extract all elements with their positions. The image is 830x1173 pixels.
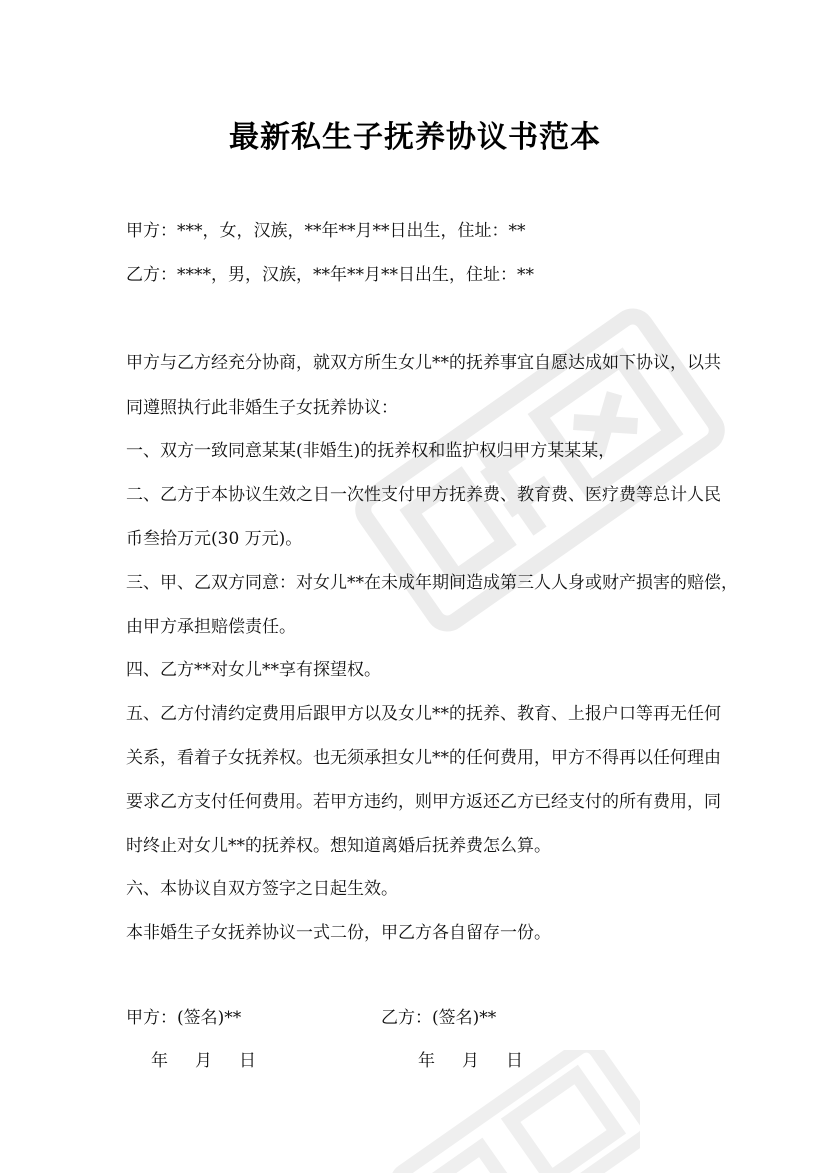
clause-6: 六、本协议自双方签字之日起生效。 <box>126 879 398 899</box>
closing-statement: 本非婚生子女抚养协议一式二份，甲乙方各自留存一份。 <box>126 923 551 943</box>
clause-5-line: 要求乙方支付任何费用。若甲方违约，则甲方返还乙方已经支付的所有费用，同 <box>126 792 721 812</box>
signature-party-a: 甲方：(签名)** <box>126 1008 242 1028</box>
date-day-label: 日 <box>506 1051 523 1071</box>
date-month-label: 月 <box>462 1051 479 1071</box>
document-title: 最新私生子抚养协议书范本 <box>229 120 601 155</box>
clause-4: 四、乙方**对女儿**享有探望权。 <box>126 660 381 680</box>
intro-line: 同遵照执行此非婚生子女抚养协议： <box>126 398 398 418</box>
date-month-label: 月 <box>195 1051 212 1071</box>
intro-line: 甲方与乙方经充分协商，就双方所生女儿**的抚养事宜自愿达成如下协议，以共 <box>126 353 721 373</box>
clause-5-line: 五、乙方付清约定费用后跟甲方以及女儿**的抚养、教育、上报户口等再无任何 <box>126 704 721 724</box>
date-party-a <box>151 1050 283 1072</box>
date-year-label: 年 <box>151 1051 168 1071</box>
signature-party-b: 乙方：(签名)** <box>381 1008 497 1028</box>
clause-2-line: 币叁拾万元(30 万元)。 <box>126 529 303 549</box>
date-year-label: 年 <box>418 1051 435 1071</box>
clause-5-line: 时终止对女儿**的抚养权。想知道离婚后抚养费怎么算。 <box>126 836 551 856</box>
clause-1: 一、双方一致同意某某(非婚生)的抚养权和监护权归甲方某某某， <box>126 441 616 461</box>
party-a-info: 甲方：***，女，汉族，**年**月**日出生，住址：** <box>126 221 526 241</box>
clause-3-line: 由甲方承担赔偿责任。 <box>126 617 296 637</box>
clause-5-line: 关系，看着子女抚养权。也无须承担女儿**的任何费用，甲方不得再以任何理由 <box>126 748 721 768</box>
party-b-info: 乙方：****，男，汉族，**年**月**日出生，住址：** <box>126 265 534 285</box>
clause-2-line: 二、乙方于本协议生效之日一次性支付甲方抚养费、教育费、医疗费等总计人民 <box>126 485 721 505</box>
date-party-b <box>418 1050 550 1072</box>
date-day-label: 日 <box>239 1051 256 1071</box>
clause-3-line: 三、甲、乙双方同意：对女儿**在未成年期间造成第三人人身或财产损害的赔偿， <box>126 573 738 593</box>
